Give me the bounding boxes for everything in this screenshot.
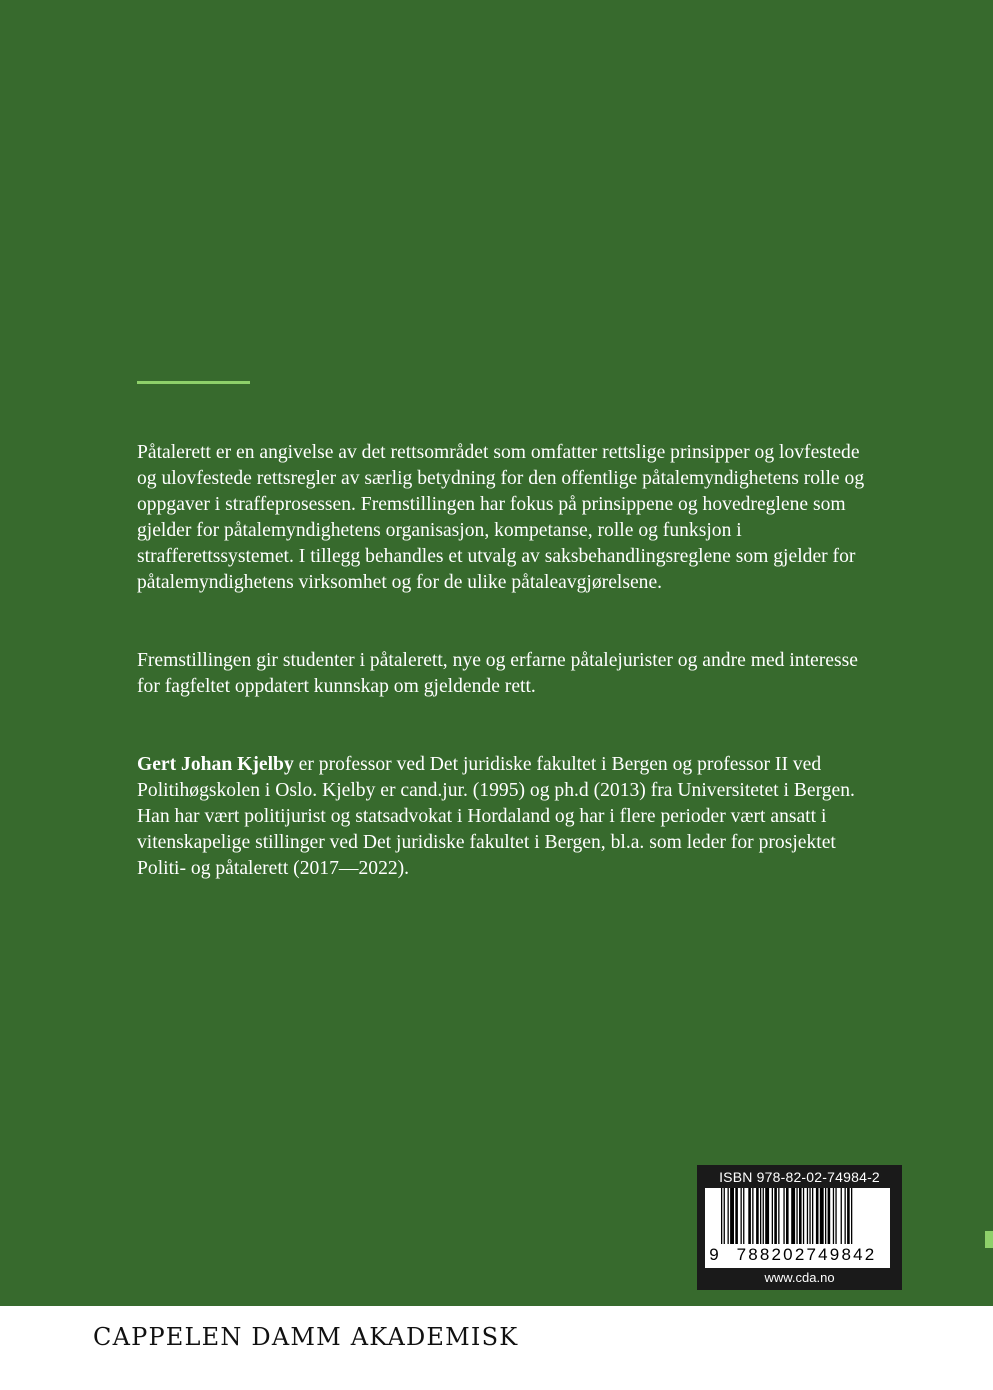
barcode-bar: [828, 1188, 831, 1244]
barcode-bar: [765, 1188, 769, 1244]
barcode-number: 788202749842: [736, 1245, 877, 1264]
barcode-bar: [741, 1188, 742, 1244]
publisher-logo: CAPPELEN DAMM AKADEMISK: [93, 1323, 519, 1351]
barcode-bar: [783, 1188, 784, 1244]
barcode-bar: [833, 1188, 834, 1244]
barcode-bar: [756, 1188, 759, 1244]
barcode-bar: [752, 1188, 753, 1244]
barcode-bar: [841, 1188, 842, 1244]
isbn-barcode-block: [697, 1165, 902, 1290]
barcode-bar: [825, 1188, 826, 1244]
barcode-bar: [816, 1188, 819, 1244]
barcode-bar: [812, 1188, 813, 1244]
barcode-bar: [778, 1188, 779, 1244]
description-text-1: Påtalerett er en angivelse av det rettsområdet som omfatter rettslige prinsipper og lovfestede og ulovfestede rettsregler av særlig betydning for den offentlige påtalemyndighetens rolle og oppgaver i straffeprosessen. Fremstillingen har fokus på prinsippene og hovedreglene som gjelder for påtalemyndighetens organisasjon, kompetanse, rolle og funksjon i strafferettssystemet. I tillegg behandles et utvalg av saksbehandlingsreglene som gjelder for påtalemyndighetens virksomhet og for de ulike påtaleavgjørelsene.: [137, 442, 865, 593]
barcode-digits: [705, 1244, 890, 1266]
barcode-bar: [820, 1188, 824, 1244]
barcode-bar: [735, 1188, 738, 1244]
barcode-bar: [772, 1188, 773, 1244]
barcode-bar: [774, 1188, 777, 1244]
description-paragraph-1: [137, 440, 877, 596]
description-text-2: Fremstillingen gir studenter i påtalerett, nye og erfarne påtalejurister og andre med interesse for fagfeltet oppdatert kunnskap om gjeldende rett.: [137, 650, 858, 697]
publisher-url: www.cda.no: [764, 1270, 835, 1285]
barcode-bar: [845, 1188, 846, 1244]
barcode-bar: [748, 1188, 751, 1244]
description-paragraph-2: [137, 648, 877, 700]
author-bio: [137, 752, 877, 882]
barcode-bar: [730, 1188, 734, 1244]
barcode-bar: [835, 1188, 836, 1244]
barcode-lead-digit: 9: [709, 1245, 719, 1264]
barcode-bar: [763, 1188, 764, 1244]
barcode-bar: [743, 1188, 744, 1244]
barcode-bar: [796, 1188, 797, 1244]
barcode-bar: [728, 1188, 729, 1244]
edge-color-mark: [985, 1231, 993, 1248]
barcode-bar: [809, 1188, 810, 1244]
author-bio-text: er professor ved Det juridiske fakultet i Bergen og professor II ved Politihøgskolen i Oslo. Kjelby er cand.jur. (1995) og ph.d (2013) fra Universitetet i Bergen. Han har vært politijurist og statsadvokat i Hordaland og har i flere perioder vært ansatt i vitenskapelige stillinger ved Det juridiske fakultet i Bergen, bl.a. som leder for prosjektet Politi- og påtalerett (2017—2022).: [137, 754, 855, 879]
barcode: [705, 1188, 890, 1268]
accent-rule: [137, 381, 250, 384]
barcode-bar: [760, 1188, 761, 1244]
author-name: Gert Johan Kjelby: [137, 754, 294, 775]
barcode-bar: [803, 1188, 804, 1244]
barcode-bar: [807, 1188, 808, 1244]
barcode-bar: [799, 1188, 802, 1244]
isbn-label: ISBN 978-82-02-74984-2: [719, 1169, 880, 1185]
